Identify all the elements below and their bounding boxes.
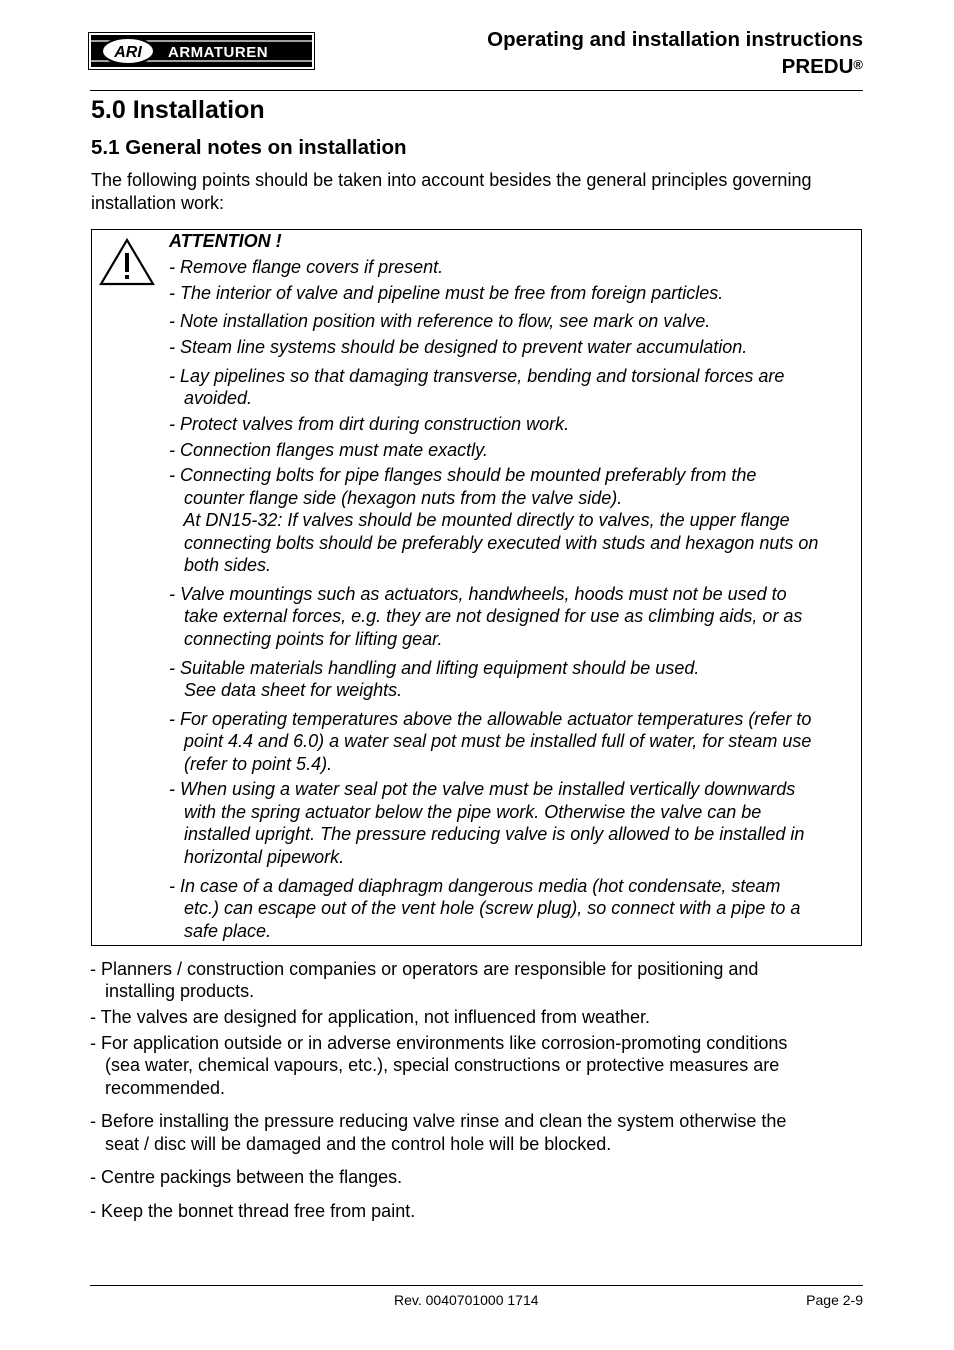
attention-line: - When using a water seal pot the valve must be installed vertically downwards xyxy=(169,779,796,799)
attention-line: avoided. xyxy=(169,388,253,408)
attention-line: connecting points for lifting gear. xyxy=(169,629,443,649)
list-item: - Centre packings between the flanges. xyxy=(90,1167,403,1187)
attention-line: - Steam line systems should be designed to prevent water accumulation. xyxy=(169,337,748,357)
attention-line: - Lay pipelines so that damaging transverse, bending and torsional forces are xyxy=(169,366,785,386)
attention-line: installed upright. The pressure reducing valve is only allowed to be installed in xyxy=(169,824,805,844)
section-heading: 5.0 Installation xyxy=(91,96,265,124)
header-rule xyxy=(90,90,863,91)
footer-rule xyxy=(90,1285,863,1286)
attention-line: (refer to point 5.4). xyxy=(169,754,333,774)
attention-line: with the spring actuator below the pipe work. Otherwise the valve can be xyxy=(169,802,762,822)
attention-line: - Connecting bolts for pipe flanges should be mounted preferably from the xyxy=(169,465,757,485)
attention-line: - Connection flanges must mate exactly. xyxy=(169,440,488,460)
registered-mark: ® xyxy=(853,57,863,72)
attention-line: See data sheet for weights. xyxy=(169,680,403,700)
list-item: - The valves are designed for application, not influenced from weather. xyxy=(90,1007,650,1027)
warning-triangle-icon xyxy=(98,237,156,287)
document-title xyxy=(487,26,863,80)
intro-paragraph xyxy=(91,169,871,215)
ari-armaturen-logo xyxy=(88,32,315,70)
list-item: - For application outside or in adverse environments like corrosion-promoting conditions xyxy=(90,1033,788,1053)
attention-box xyxy=(91,229,862,946)
attention-line: - Remove flange covers if present. xyxy=(169,257,444,277)
svg-text:ARI: ARI xyxy=(114,44,142,61)
attention-line: At DN15-32: If valves should be mounted directly to valves, the upper flange xyxy=(169,510,790,530)
intro-line: installation work: xyxy=(91,193,225,213)
title-line-2 xyxy=(487,53,863,80)
list-item: seat / disc will be damaged and the control hole will be blocked. xyxy=(90,1134,612,1154)
page-number: Page 2-9 xyxy=(806,1292,863,1308)
attention-line: - Suitable materials handling and lifting equipment should be used. xyxy=(169,658,700,678)
attention-line: safe place. xyxy=(169,921,272,941)
attention-line: - In case of a damaged diaphragm dangerous media (hot condensate, steam xyxy=(169,876,781,896)
list-item: installing products. xyxy=(90,981,255,1001)
list-item: - Before installing the pressure reducing valve rinse and clean the system otherwise the xyxy=(90,1111,787,1131)
attention-line: - Note installation position with reference to flow, see mark on valve. xyxy=(169,311,711,331)
title-line-1: Operating and installation instructions xyxy=(487,28,863,51)
list-item: - Planners / construction companies or operators are responsible for positioning and xyxy=(90,959,759,979)
attention-line: counter flange side (hexagon nuts from the valve side). xyxy=(169,488,623,508)
attention-line: take external forces, e.g. they are not designed for use as climbing aids, or as xyxy=(169,606,803,626)
attention-line: - For operating temperatures above the allowable actuator temperatures (refer to xyxy=(169,709,812,729)
svg-text:ARMATUREN: ARMATUREN xyxy=(168,44,269,61)
list-item: - Keep the bonnet thread free from paint. xyxy=(90,1201,416,1221)
attention-line: connecting bolts should be preferably executed with studs and hexagon nuts on xyxy=(169,533,819,553)
revision-number: Rev. 0040701000 1714 xyxy=(394,1292,539,1308)
attention-line: point 4.4 and 6.0) a water seal pot must be installed full of water, for steam use xyxy=(169,731,812,751)
intro-line: The following points should be taken into account besides the general principles governing xyxy=(91,170,812,190)
attention-title: ATTENTION ! xyxy=(169,231,282,251)
attention-line: both sides. xyxy=(169,555,272,575)
list-item: recommended. xyxy=(90,1078,226,1098)
attention-line: - Protect valves from dirt during construction work. xyxy=(169,414,570,434)
attention-line: horizontal pipework. xyxy=(169,847,345,867)
product-name: PREDU xyxy=(781,55,854,78)
list-item: (sea water, chemical vapours, etc.), special constructions or protective measures are xyxy=(90,1055,780,1075)
attention-line: - The interior of valve and pipeline must be free from foreign particles. xyxy=(169,283,724,303)
attention-line: etc.) can escape out of the vent hole (screw plug), so connect with a pipe to a xyxy=(169,898,801,918)
attention-line: - Valve mountings such as actuators, handwheels, hoods must not be used to xyxy=(169,584,787,604)
subsection-heading: 5.1 General notes on installation xyxy=(91,136,407,159)
